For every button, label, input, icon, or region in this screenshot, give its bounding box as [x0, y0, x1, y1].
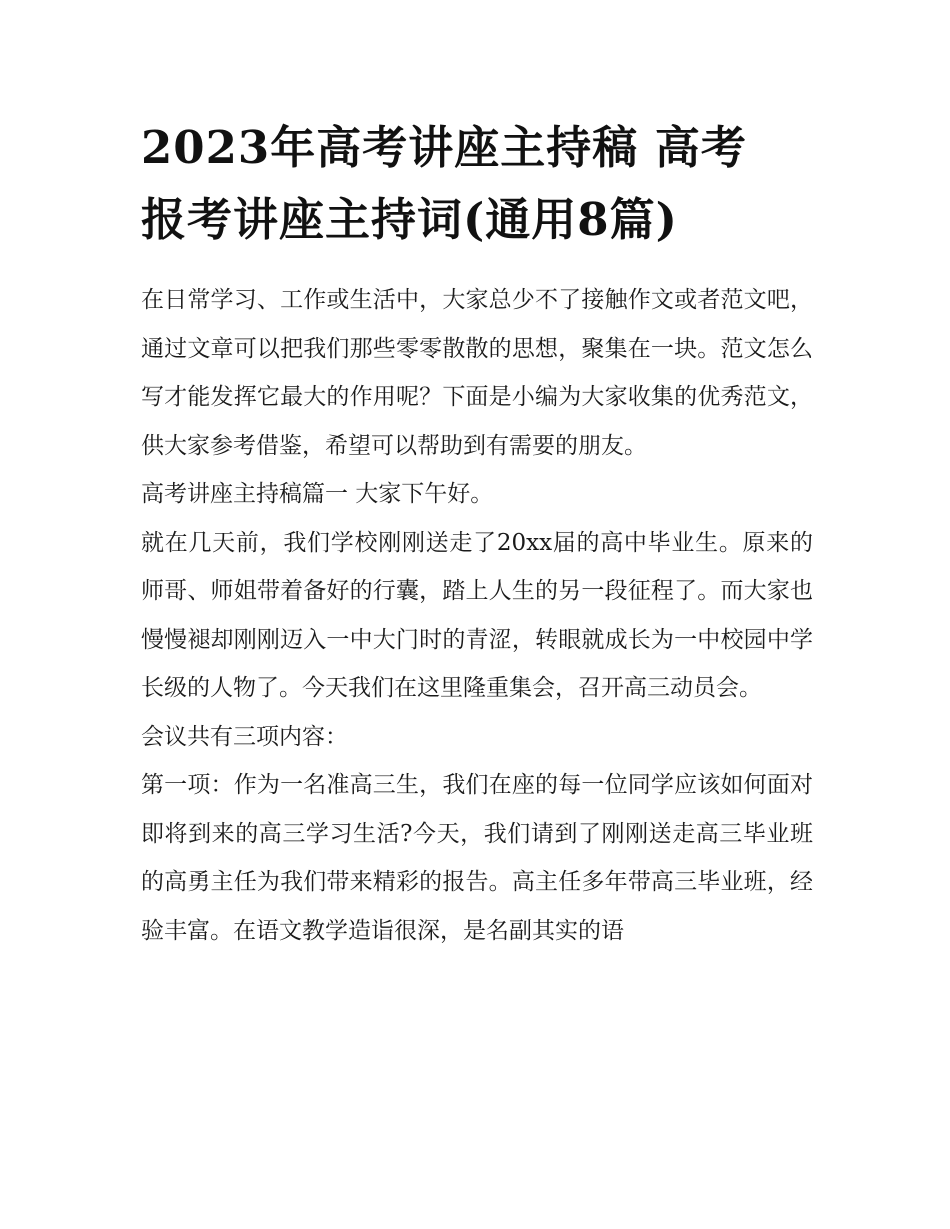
document-body [141, 276, 813, 955]
document-title [141, 112, 813, 256]
paragraph-section-heading: 高考讲座主持稿篇一 大家下午好。 [141, 481, 494, 507]
paragraph-intro: 在日常学习、工作或生活中，大家总少不了接触作文或者范文吧，通过文章可以把我们那些零零散散的思想，聚集在一块。范文怎么写才能发挥它最大的作用呢？下面是小编为大家收集的优秀范文，供大家参考借鉴，希望可以帮助到有需要的朋友。 [141, 287, 813, 459]
document-page [141, 112, 813, 955]
paragraph-agenda-intro: 会议共有三项内容： [141, 723, 348, 750]
paragraph-agenda-item-1: 第一项：作为一名准高三生，我们在座的每一位同学应该如何面对即将到来的高三学习生活?今天，我们请到了刚刚送走高三毕业班的高勇主任为我们带来精彩的报告。高主任多年带高三毕业班，经验丰富。在语文教学造诣很深，是名副其实的语 [141, 772, 813, 944]
title-line-1: 2023年高考讲座主持稿 高考 [141, 121, 747, 174]
paragraph-graduation: 就在几天前，我们学校刚刚送走了20xx届的高中毕业生。原来的师哥、师姐带着备好的行囊，踏上人生的另一段征程了。而大家也慢慢褪却刚刚迈入一中大门时的青涩，转眼就成长为一中校园中学长级的人物了。今天我们在这里隆重集会，召开高三动员会。 [141, 529, 813, 701]
title-line-2: 报考讲座主持词(通用8篇) [141, 193, 678, 246]
